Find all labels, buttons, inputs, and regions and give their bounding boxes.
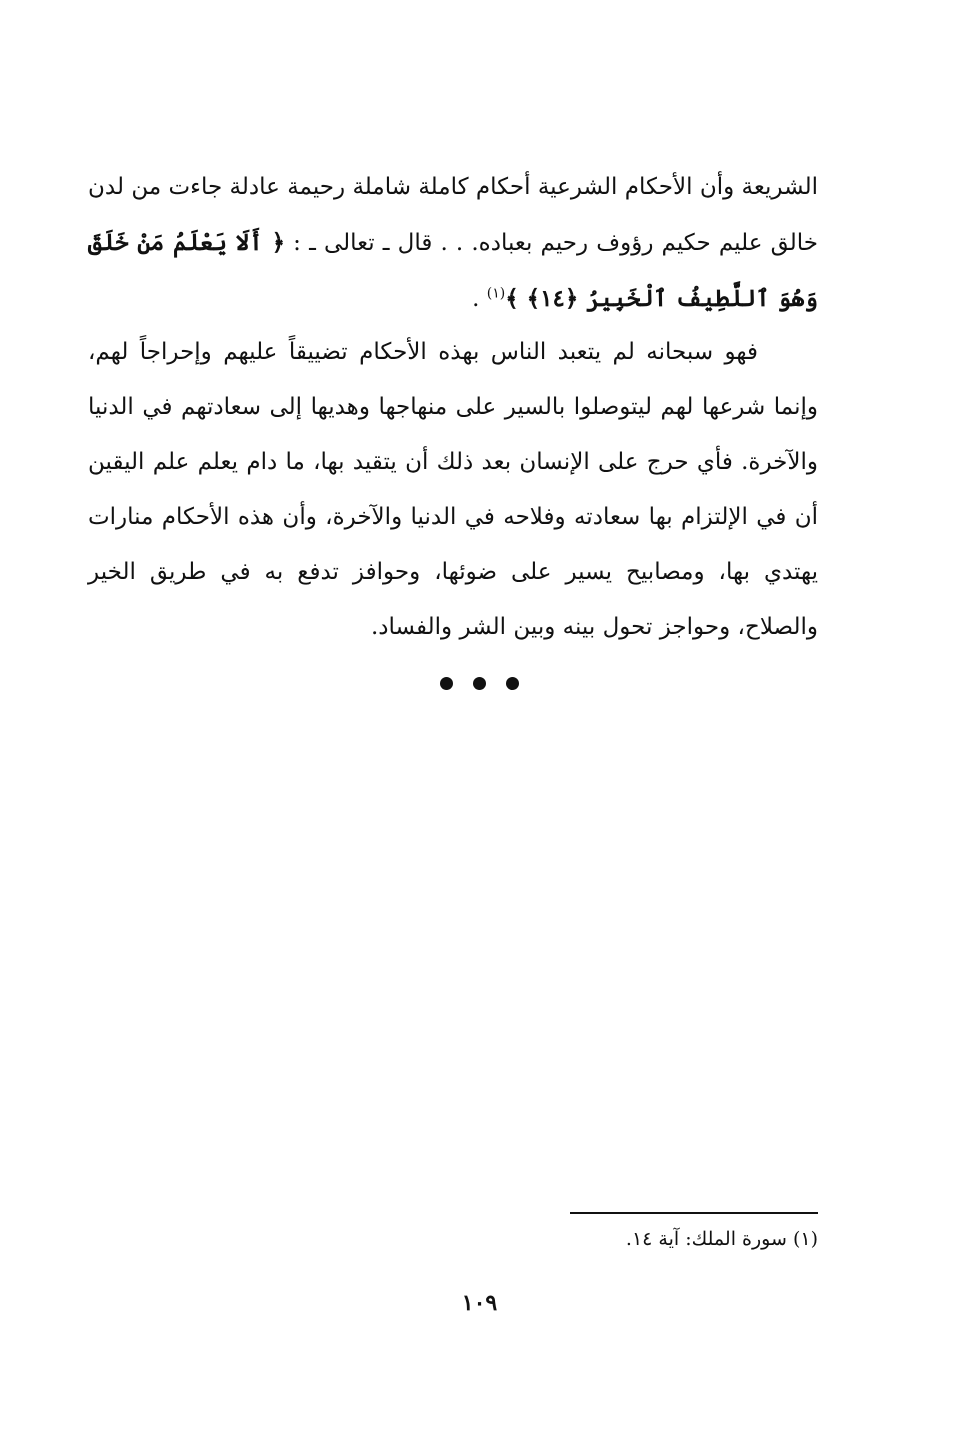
footnote-text: سورة الملك: آية ١٤. [625, 1228, 787, 1250]
footnote-marker: (١) [792, 1228, 818, 1250]
footnote-reference[interactable]: (١) [486, 285, 506, 302]
quran-verse: ﴿ أَلَا يَعْلَمُ مَنْ خَلَقَ وَهُوَ ٱللَّطِيفُ ٱلْخَبِيرُ ﴿١٤﴾ ﴾ [88, 229, 818, 312]
paragraph-1-text: الشريعة وأن الأحكام الشرعية أحكام كاملة شاملة رحيمة عادلة جاءت من لدن خالق عليم حكيم رؤوف رحيم بعباده. . . قال ـ تعالى ـ : [88, 174, 818, 256]
separator-dot [506, 677, 519, 690]
footnote-divider [570, 1212, 818, 1214]
paragraph-1 [88, 160, 818, 327]
paragraph-1-end: . [472, 286, 487, 312]
separator-dot [440, 677, 453, 690]
page-number: ١٠٩ [461, 1290, 498, 1316]
section-separator [0, 675, 959, 694]
footnote [450, 1224, 818, 1254]
separator-dot [473, 677, 486, 690]
paragraph-2: فهو سبحانه لم يتعبد الناس بهذه الأحكام تضييقاً عليهم وإحراجاً لهم، وإنما شرعها لهم ليتوصلوا بالسير على منهاجها وهديها إلى سعادتهم في الدنيا والآخرة. فأي حرج على الإنسان بعد ذلك أن يتقيد بها، ما دام يعلم علم اليقين أن في الإلتزام بها سعادته وفلاحه في الدنيا والآخرة، وأن هذه الأحكام منارات يهتدي بها، ومصابيح يسير على ضوئها، وحوافز تدفع به في طريق الخير والصلاح، وحواجز تحول بينه وبين الشر والفساد. [88, 339, 818, 640]
